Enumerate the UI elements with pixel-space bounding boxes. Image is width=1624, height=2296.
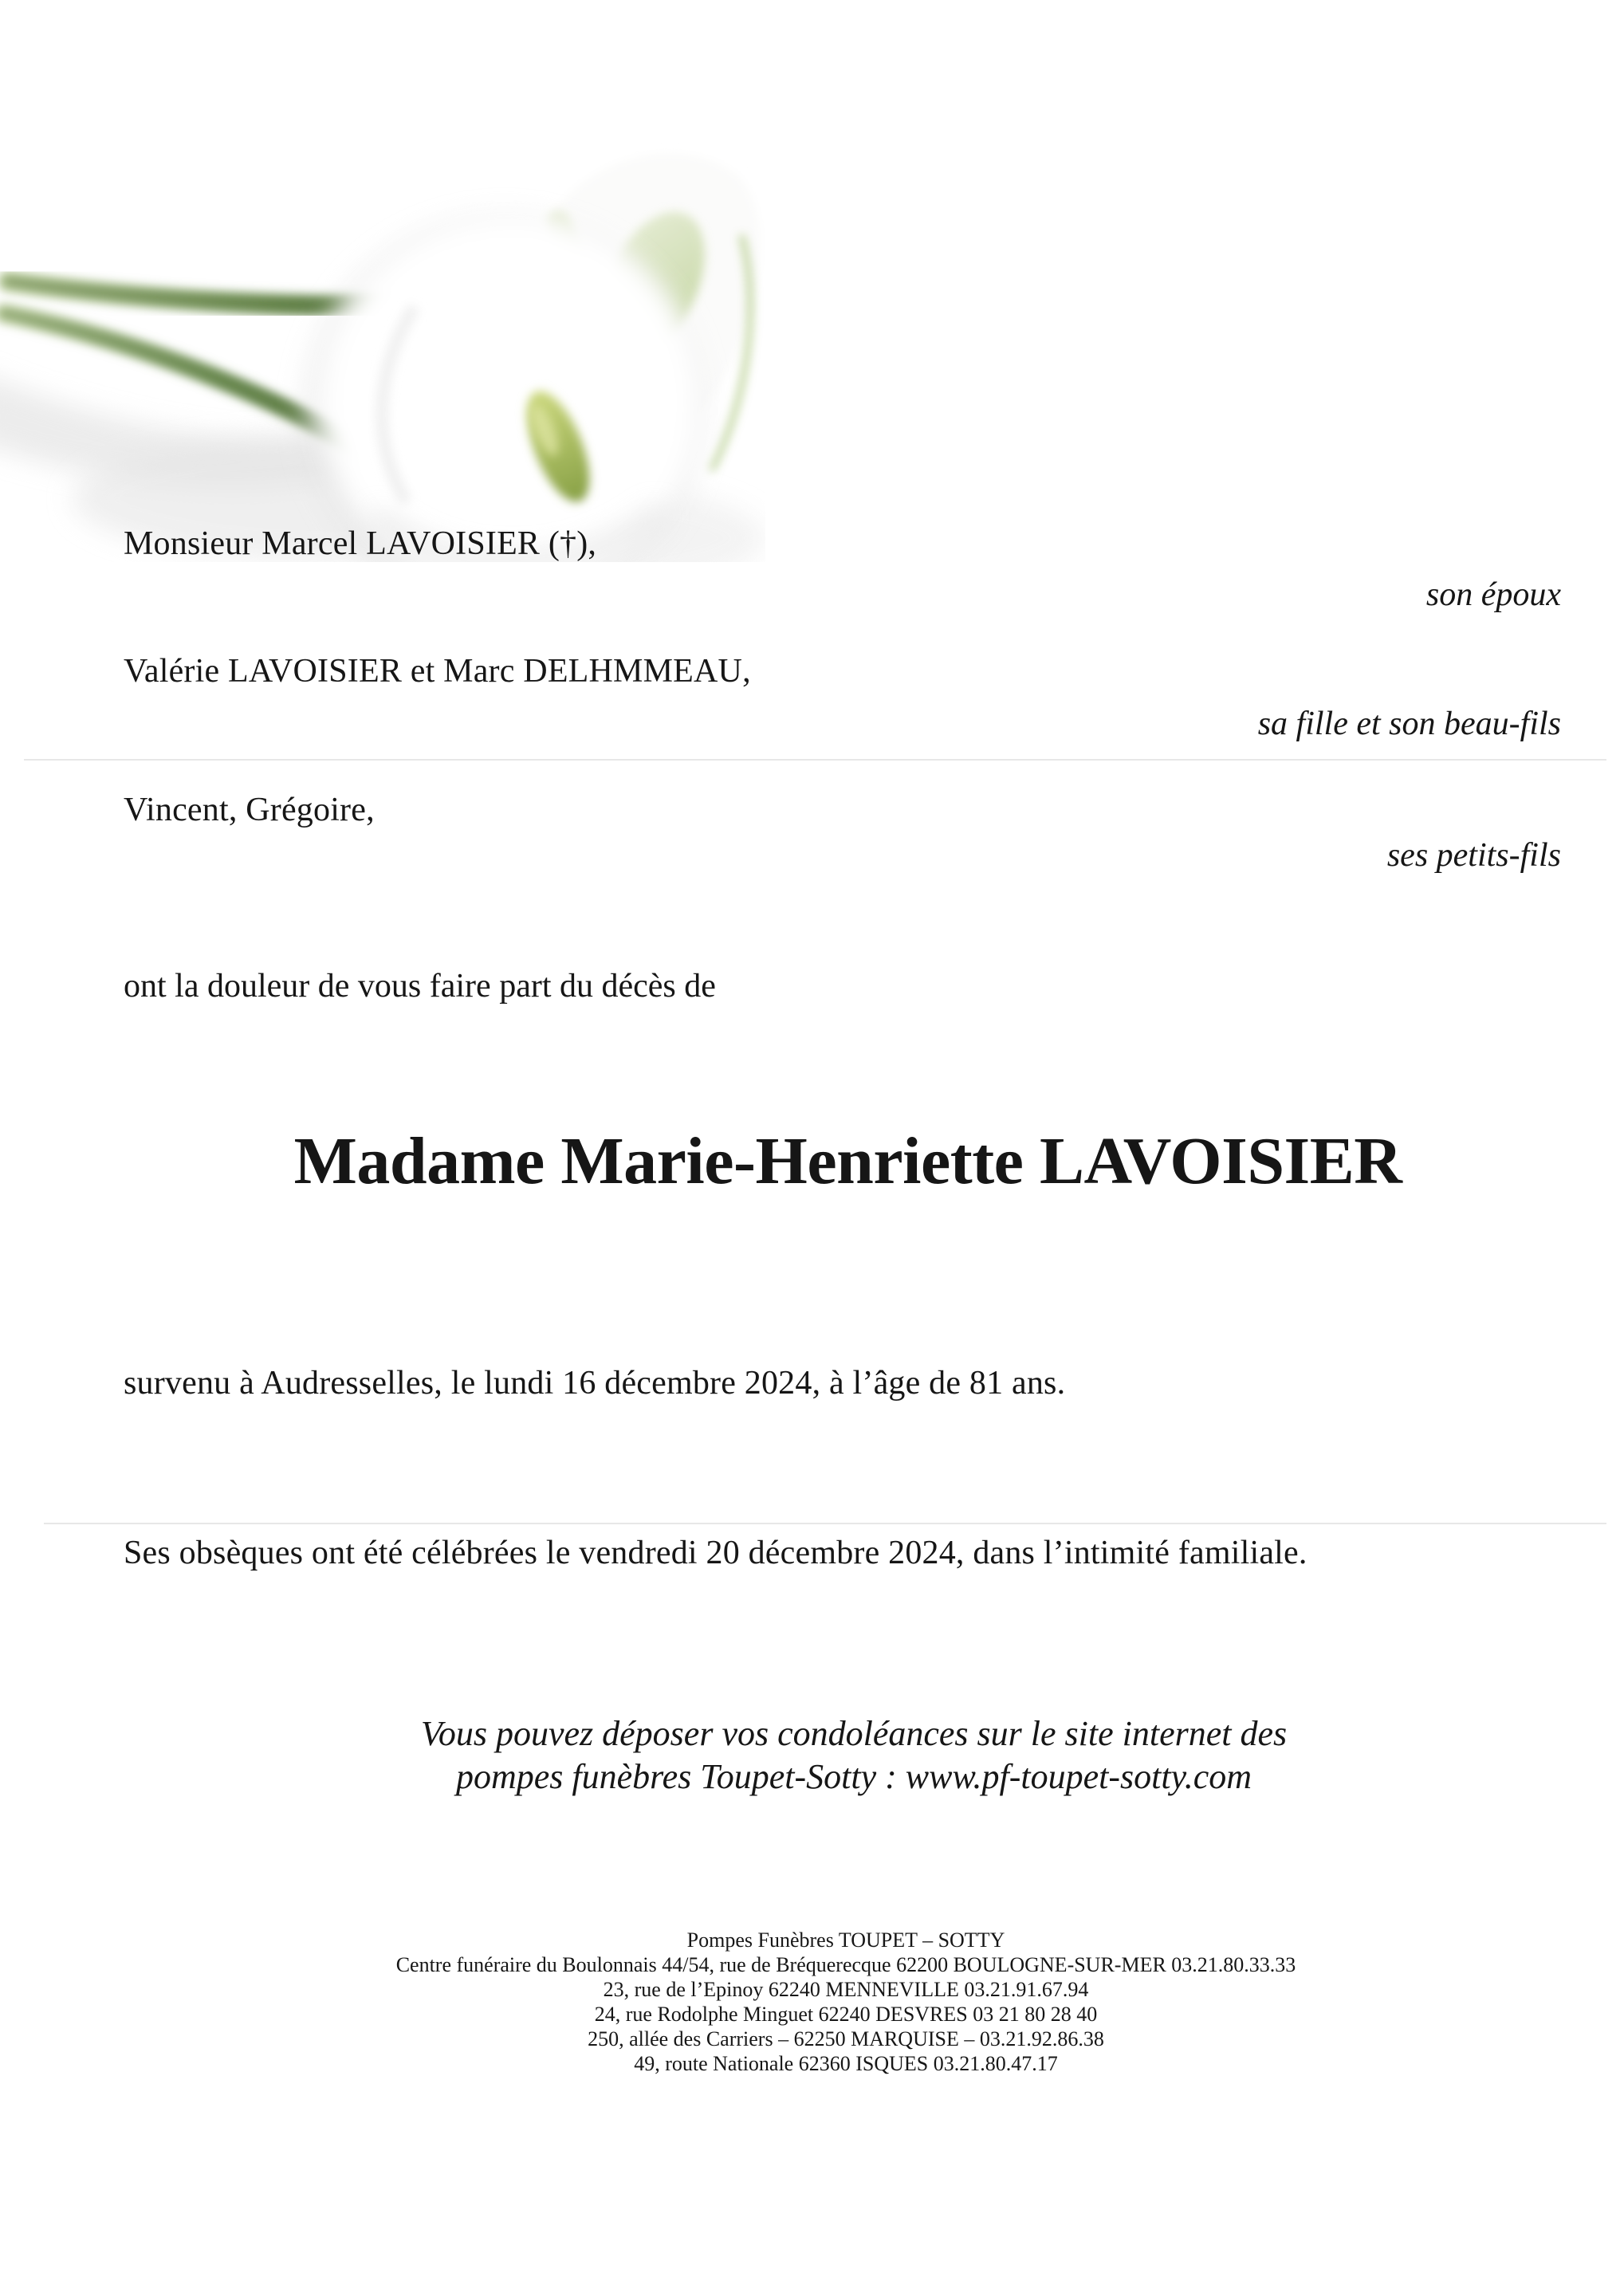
relative-names-line: Vincent, Grégoire, xyxy=(124,792,375,828)
funeral-home-footer xyxy=(68,1928,1624,2076)
relative-names-line: Valérie LAVOISIER et Marc DELHMMEAU, xyxy=(124,653,751,690)
announcement-intro: ont la douleur de vous faire part du décès de xyxy=(124,968,716,1005)
deceased-name-title: Madame Marie-Henriette LAVOISIER xyxy=(293,1124,1402,1198)
funeral-info-line: Ses obsèques ont été célébrées le vendredi 20 décembre 2024, dans l’intimité familiale. xyxy=(124,1535,1307,1571)
funeral-home-address: Centre funéraire du Boulonnais 44/54, rue de Bréquerecque 62200 BOULOGNE-SUR-MER 03.21.80.33.33 xyxy=(395,1953,1296,1976)
calla-lily-photo xyxy=(0,68,765,562)
relation-label: son époux xyxy=(1425,576,1561,613)
relation-label: sa fille et son beau-fils xyxy=(1257,706,1561,742)
funeral-home-address: 49, route Nationale 62360 ISQUES 03.21.80.47.17 xyxy=(634,2052,1058,2075)
death-info-line: survenu à Audresselles, le lundi 16 décembre 2024, à l’âge de 81 ans. xyxy=(124,1365,1066,1402)
funeral-home-name: Pompes Funèbres TOUPET – SOTTY xyxy=(686,1928,1005,1952)
funeral-home-address: 250, allée des Carriers – 62250 MARQUISE – 03.21.92.86.38 xyxy=(588,2027,1104,2050)
relation-label: ses petits-fils xyxy=(1386,837,1561,874)
scan-artifact-line xyxy=(44,1523,1606,1524)
condolences-line-1: Vous pouvez déposer vos condoléances sur le site internet des xyxy=(420,1714,1288,1753)
condolences-line-2: pompes funèbres Toupet-Sotty : www.pf-toupet-sotty.com xyxy=(455,1757,1252,1796)
condolences-notice xyxy=(84,1712,1624,1799)
relative-names-line: Monsieur Marcel LAVOISIER (†), xyxy=(124,525,597,562)
funeral-home-address: 24, rue Rodolphe Minguet 62240 DESVRES 03 21 80 28 40 xyxy=(594,2003,1098,2026)
scan-artifact-line xyxy=(24,759,1606,761)
funeral-home-address: 23, rue de l’Epinoy 62240 MENNEVILLE 03.21.91.67.94 xyxy=(603,1978,1089,2001)
calla-lily-illustration xyxy=(0,68,765,562)
